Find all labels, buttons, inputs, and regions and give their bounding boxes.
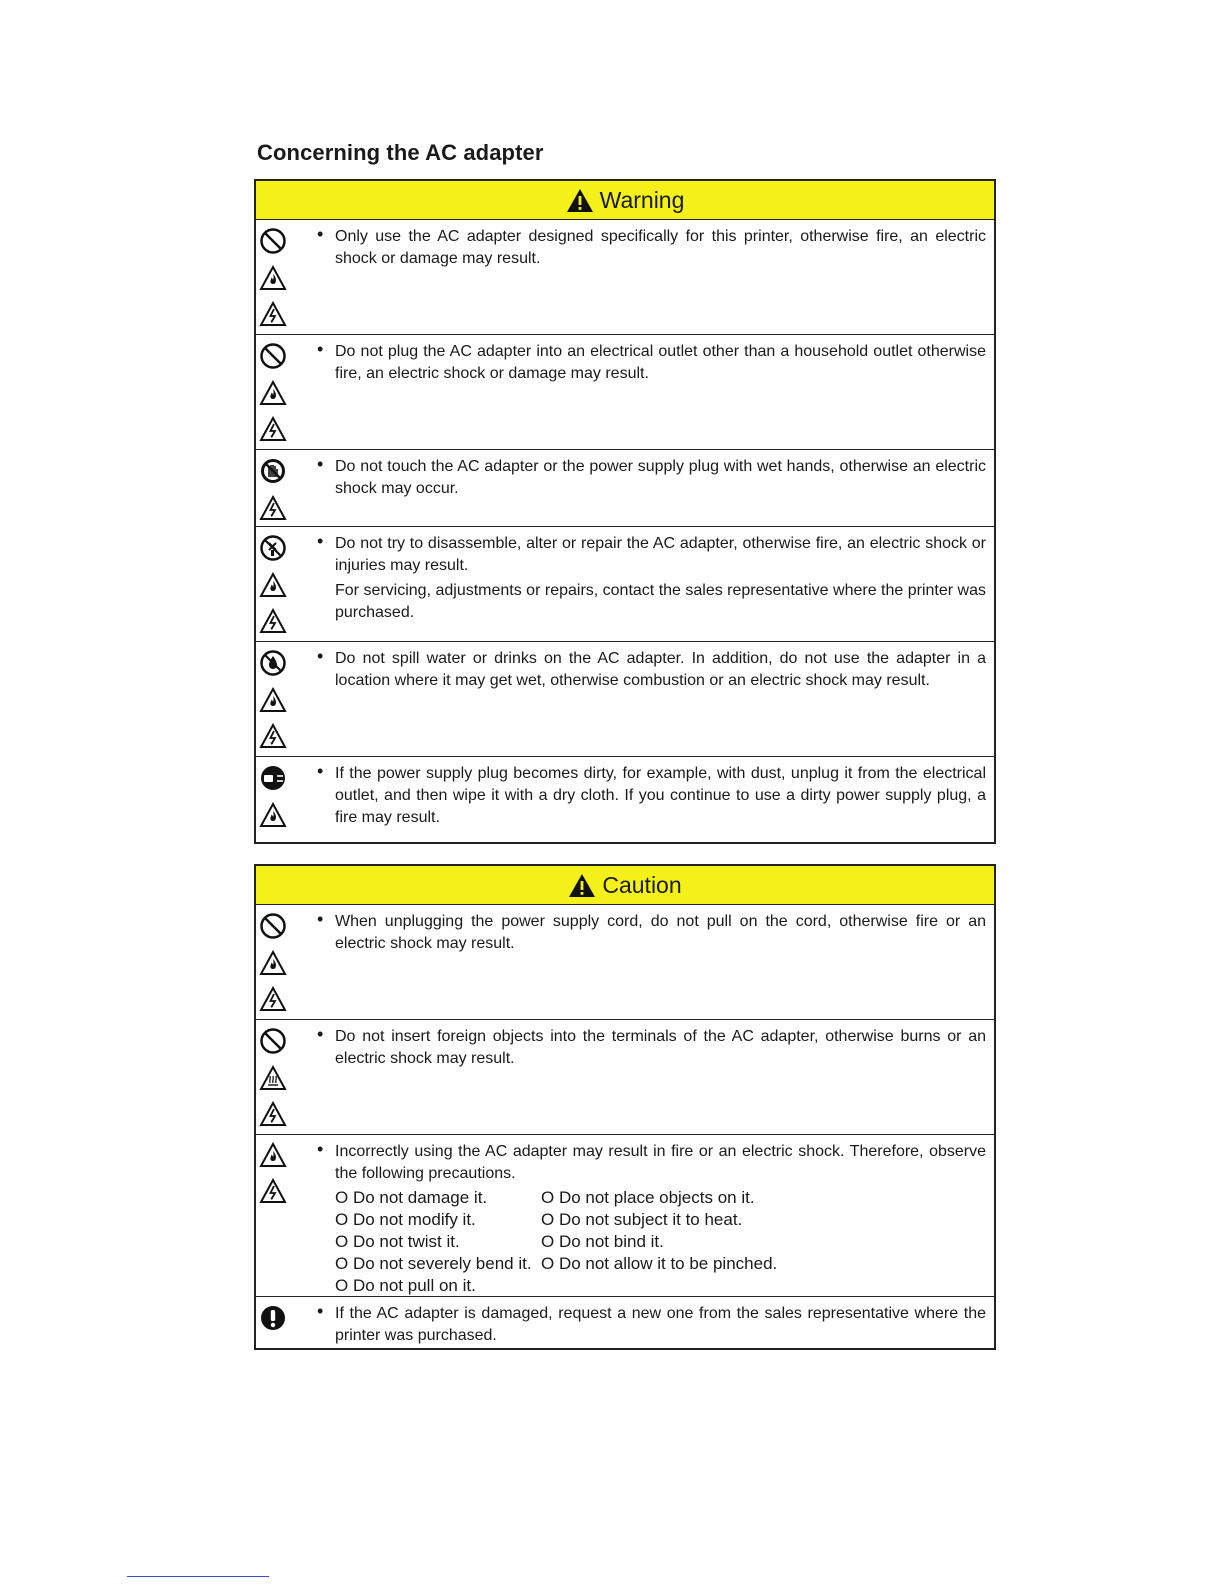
prohibited-icon bbox=[259, 227, 299, 255]
footer-rule bbox=[127, 1576, 269, 1577]
bullet: • bbox=[317, 1301, 324, 1321]
warning-triangle-icon bbox=[568, 873, 596, 898]
icon-column bbox=[256, 1020, 299, 1134]
no-wet-hands-icon bbox=[259, 457, 299, 485]
bullet: • bbox=[317, 1139, 324, 1159]
page-title: Concerning the AC adapter bbox=[257, 140, 544, 165]
unplug-icon bbox=[259, 764, 299, 792]
caution-item bbox=[256, 1020, 994, 1135]
caution-item-paragraph: Do not insert foreign objects into the terminals of the AC adapter, otherwise burns or an electric shock may result. bbox=[335, 1028, 986, 1067]
caution-item-paragraph: When unplugging the power supply cord, do not pull on the cord, otherwise fire or an electric shock may result. bbox=[335, 913, 986, 952]
icon-column bbox=[256, 757, 299, 841]
bullet: • bbox=[317, 224, 324, 244]
caution-item-text bbox=[335, 905, 994, 1019]
prohibited-icon bbox=[259, 912, 299, 940]
warning-item-paragraph: Only use the AC adapter designed specifically for this printer, otherwise fire, an electric shock or damage may result. bbox=[335, 228, 986, 267]
warning-panel bbox=[254, 179, 996, 844]
precaution-item: O Do not severely bend it. bbox=[335, 1254, 532, 1273]
warning-item-text bbox=[335, 450, 994, 526]
electric-shock-icon bbox=[259, 608, 299, 634]
fire-hazard-icon bbox=[259, 950, 299, 976]
electric-shock-icon bbox=[259, 495, 299, 521]
fire-hazard-icon bbox=[259, 380, 299, 406]
fire-hazard-icon bbox=[259, 687, 299, 713]
no-disassembly-icon bbox=[259, 534, 299, 562]
warning-item-paragraph: Do not plug the AC adapter into an electrical outlet other than a household outlet otherwise fire, an electric shock or damage may result. bbox=[335, 343, 986, 382]
caution-item-paragraph: If the AC adapter is damaged, request a new one from the sales representative where the printer was purchased. bbox=[335, 1305, 986, 1344]
warning-item bbox=[256, 220, 994, 335]
warning-item-text bbox=[335, 757, 994, 841]
electric-shock-icon bbox=[259, 986, 299, 1012]
warning-item-paragraph: Do not try to disassemble, alter or repair the AC adapter, otherwise fire, an electric shock or injuries may result. bbox=[335, 535, 986, 574]
caution-item-text bbox=[335, 1135, 994, 1296]
warning-item-text bbox=[335, 642, 994, 756]
electric-shock-icon bbox=[259, 1178, 299, 1204]
electric-shock-icon bbox=[259, 301, 299, 327]
caution-header bbox=[256, 866, 994, 905]
bullet: • bbox=[317, 339, 324, 359]
no-water-icon bbox=[259, 649, 299, 677]
precaution-item: O Do not modify it. bbox=[335, 1210, 476, 1229]
warning-item-paragraph: Do not touch the AC adapter or the power supply plug with wet hands, otherwise an electric shock may occur. bbox=[335, 458, 986, 497]
bullet: • bbox=[317, 531, 324, 551]
bullet: • bbox=[317, 761, 324, 781]
warning-item bbox=[256, 642, 994, 757]
hot-surface-icon bbox=[259, 1065, 299, 1091]
caution-item-text bbox=[335, 1020, 994, 1134]
precaution-item: O Do not twist it. bbox=[335, 1232, 460, 1251]
electric-shock-icon bbox=[259, 723, 299, 749]
icon-column bbox=[256, 220, 299, 334]
precaution-item: O Do not damage it. bbox=[335, 1188, 488, 1207]
caution-item bbox=[256, 1135, 994, 1297]
precaution-item: O Do not subject it to heat. bbox=[541, 1210, 743, 1229]
warning-item-paragraph: For servicing, adjustments or repairs, contact the sales representative where the printer was purchased. bbox=[335, 582, 986, 621]
fire-hazard-icon bbox=[259, 572, 299, 598]
warning-item bbox=[256, 757, 994, 841]
icon-column bbox=[256, 450, 299, 526]
caution-item bbox=[256, 1297, 994, 1351]
warning-item-paragraph: Do not spill water or drinks on the AC adapter. In addition, do not use the adapter in a location where it may get wet, otherwise combustion or an electric shock may result. bbox=[335, 650, 986, 689]
precaution-item: O Do not bind it. bbox=[541, 1232, 664, 1251]
electric-shock-icon bbox=[259, 1101, 299, 1127]
caution-item-text bbox=[335, 1297, 994, 1351]
bullet: • bbox=[317, 909, 324, 929]
precaution-item: O Do not pull on it. bbox=[335, 1276, 476, 1295]
precaution-item: O Do not place objects on it. bbox=[541, 1188, 755, 1207]
prohibited-icon bbox=[259, 1027, 299, 1055]
fire-hazard-icon bbox=[259, 802, 299, 828]
bullet: • bbox=[317, 454, 324, 474]
bullet: • bbox=[317, 1024, 324, 1044]
warning-item-text bbox=[335, 335, 994, 449]
icon-column bbox=[256, 1297, 299, 1351]
warning-item-paragraph: If the power supply plug becomes dirty, for example, with dust, unplug it from the electrical outlet, and then wipe it with a dry cloth. If you continue to use a dirty power supply plug, a fire may result. bbox=[335, 765, 986, 826]
fire-hazard-icon bbox=[259, 265, 299, 291]
caution-header-label: Caution bbox=[602, 871, 682, 898]
caution-panel bbox=[254, 864, 996, 1350]
icon-column bbox=[256, 1135, 299, 1296]
prohibited-icon bbox=[259, 342, 299, 370]
icon-column bbox=[256, 905, 299, 1019]
icon-column bbox=[256, 642, 299, 756]
warning-item-text bbox=[335, 527, 994, 641]
caution-item-paragraph: Incorrectly using the AC adapter may result in fire or an electric shock. Therefore, observe the following precautions. bbox=[335, 1143, 986, 1182]
warning-header bbox=[256, 181, 994, 220]
warning-header-label: Warning bbox=[599, 186, 685, 213]
icon-column bbox=[256, 527, 299, 641]
precautions-list bbox=[335, 1187, 986, 1297]
precaution-item: O Do not allow it to be pinched. bbox=[541, 1254, 778, 1273]
caution-item bbox=[256, 905, 994, 1020]
fire-hazard-icon bbox=[259, 1142, 299, 1168]
warning-item bbox=[256, 450, 994, 527]
mandatory-action-icon bbox=[259, 1304, 299, 1332]
warning-triangle-icon bbox=[566, 188, 594, 213]
icon-column bbox=[256, 335, 299, 449]
warning-item bbox=[256, 335, 994, 450]
warning-item bbox=[256, 527, 994, 642]
electric-shock-icon bbox=[259, 416, 299, 442]
bullet: • bbox=[317, 646, 324, 666]
warning-item-text bbox=[335, 220, 994, 334]
